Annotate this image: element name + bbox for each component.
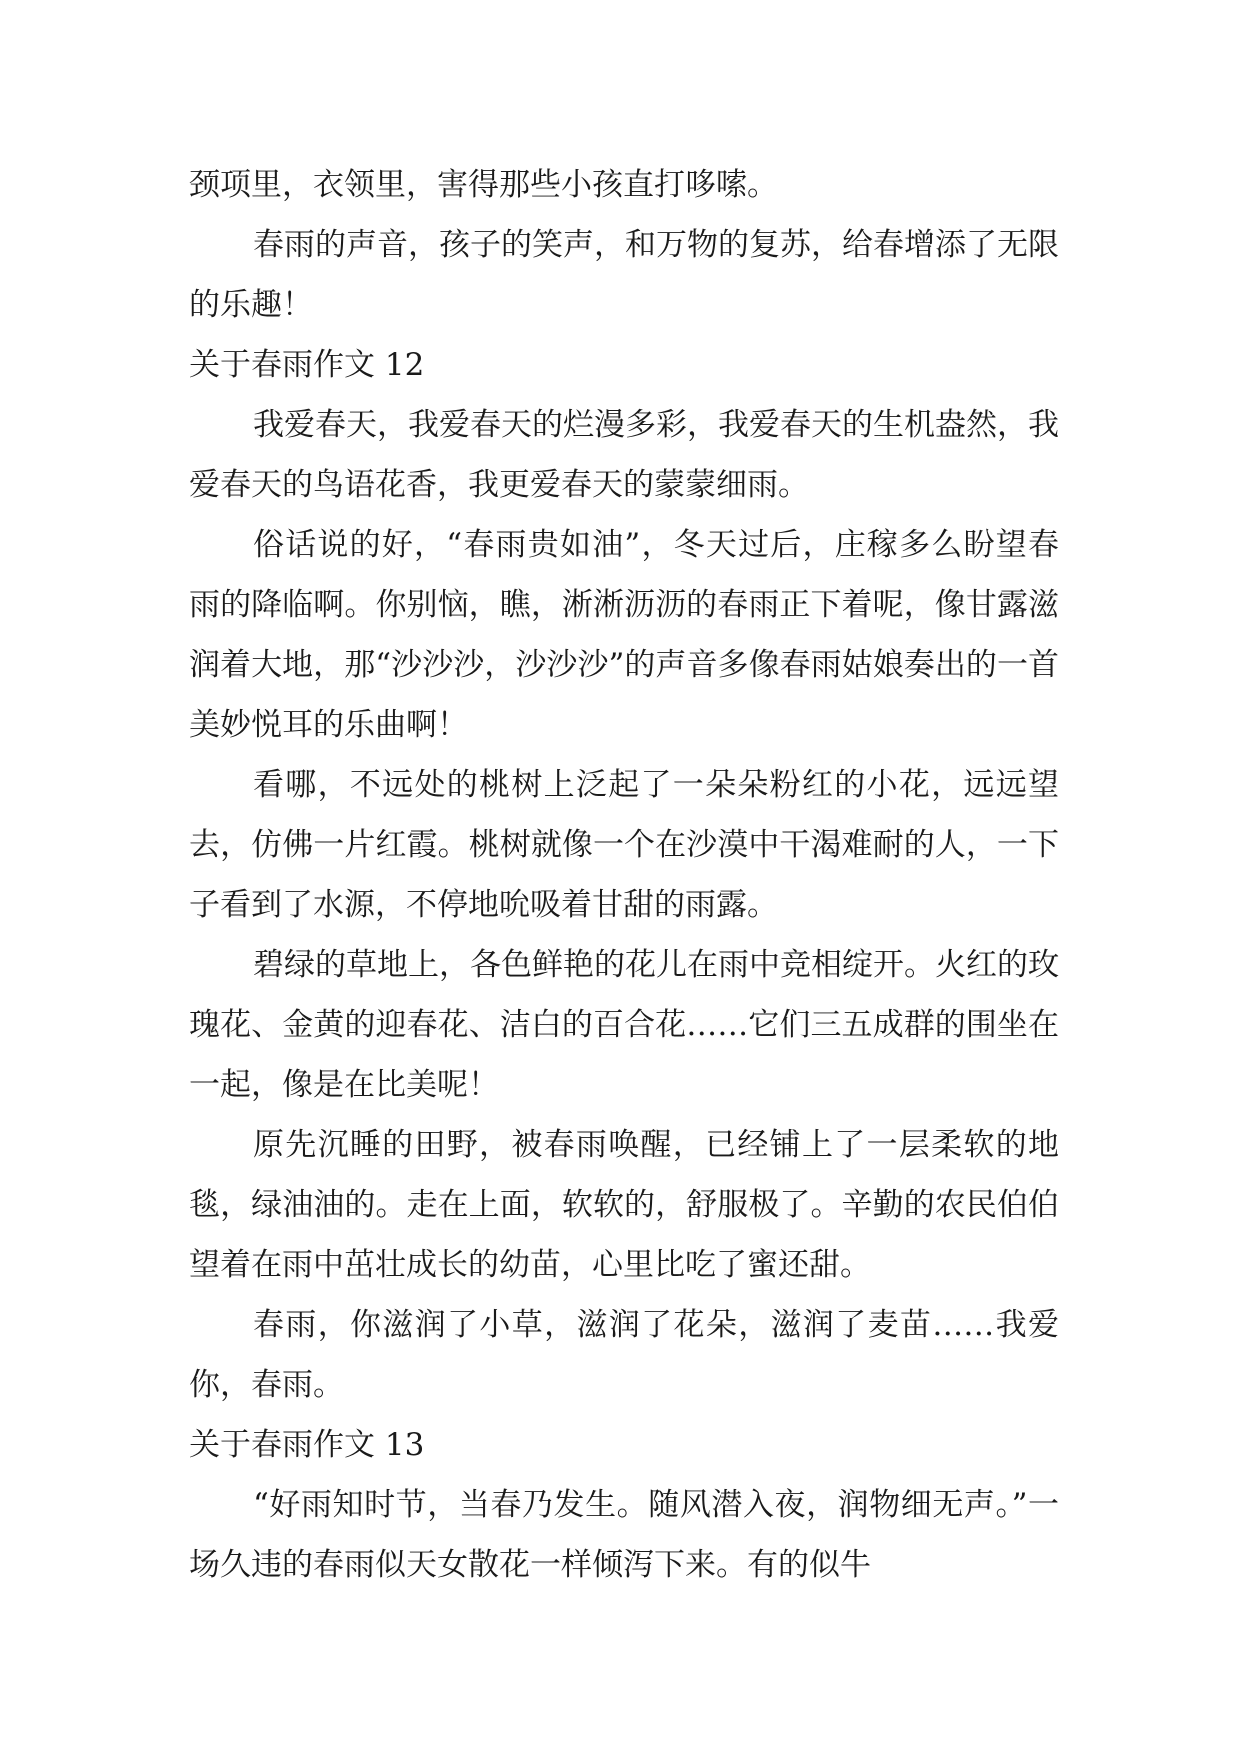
paragraph: “好雨知时节，当春乃发生。随风潜入夜，润物细无声。”一场久违的春雨似天女散花一样倾泻下来。有的似牛 — [189, 1487, 1059, 1583]
paragraph: 碧绿的草地上，各色鲜艳的花儿在雨中竞相绽开。火红的玫瑰花、金黄的迎春花、洁白的百合花……它们三五成群的围坐在一起，像是在比美呢！ — [189, 947, 1059, 1103]
paragraph: 看哪，不远处的桃树上泛起了一朵朵粉红的小花，远远望去，仿佛一片红霞。桃树就像一个在沙漠中干渴难耐的人，一下子看到了水源，不停地吮吸着甘甜的雨露。 — [189, 767, 1059, 923]
document-page — [189, 155, 1059, 1595]
paragraph: 春雨的声音，孩子的笑声，和万物的复苏，给春增添了无限的乐趣！ — [189, 227, 1059, 323]
paragraph: 俗话说的好，“春雨贵如油”，冬天过后，庄稼多么盼望春雨的降临啊。你别恼，瞧，淅淅沥沥的春雨正下着呢，像甘露滋润着大地，那“沙沙沙，沙沙沙”的声音多像春雨姑娘奏出的一首美妙悦耳的乐曲啊！ — [189, 527, 1059, 743]
section-heading: 关于春雨作文 12 — [189, 347, 425, 383]
paragraph: 颈项里，衣领里，害得那些小孩直打哆嗦。 — [189, 167, 778, 203]
paragraph: 原先沉睡的田野，被春雨唤醒，已经铺上了一层柔软的地毯，绿油油的。走在上面，软软的，舒服极了。辛勤的农民伯伯望着在雨中茁壮成长的幼苗，心里比吃了蜜还甜。 — [189, 1127, 1059, 1283]
paragraph: 我爱春天，我爱春天的烂漫多彩，我爱春天的生机盎然，我爱春天的鸟语花香，我更爱春天的蒙蒙细雨。 — [189, 407, 1059, 503]
paragraph: 春雨，你滋润了小草，滋润了花朵，滋润了麦苗……我爱你，春雨。 — [189, 1307, 1059, 1403]
section-heading: 关于春雨作文 13 — [189, 1427, 425, 1463]
